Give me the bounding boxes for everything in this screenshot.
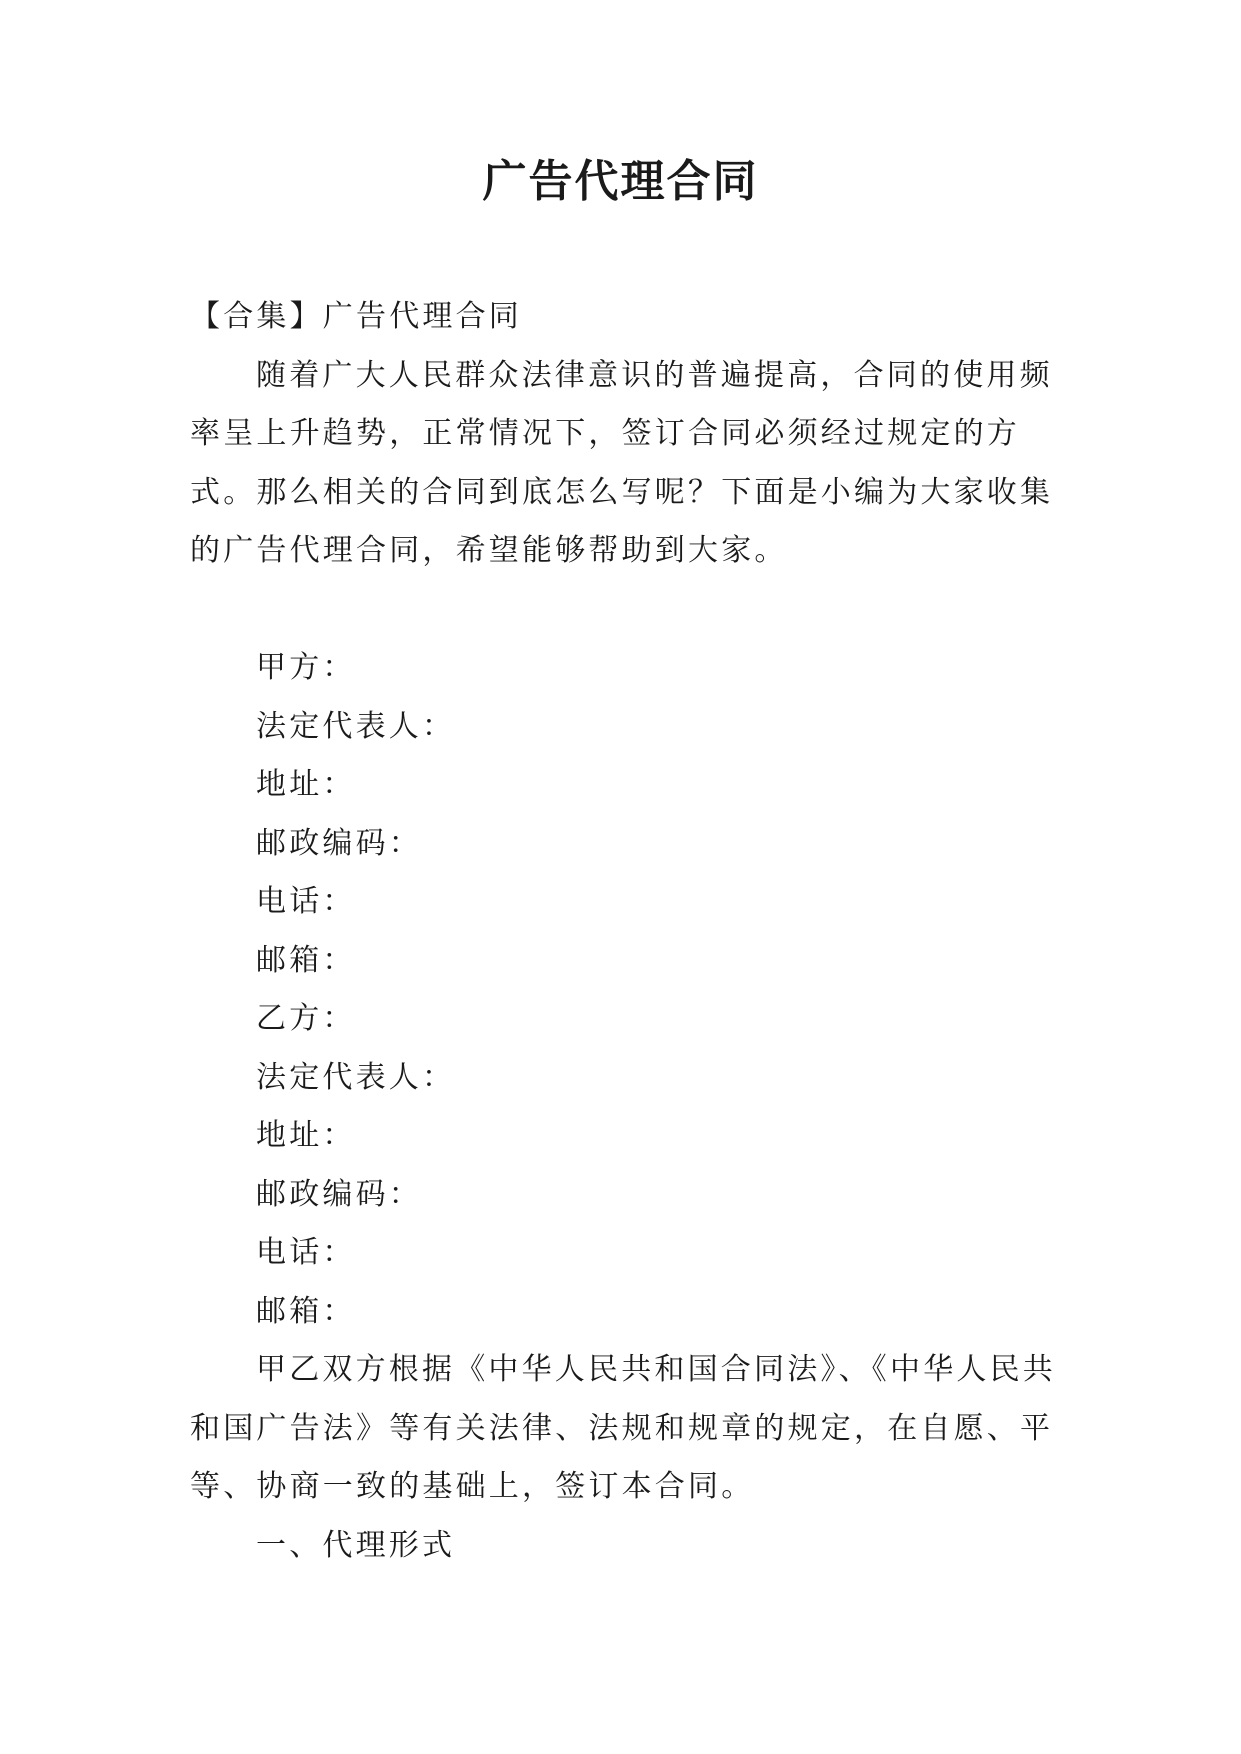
party-a-label: 甲方： — [256, 650, 356, 685]
party-b-phone: 电话： — [256, 1235, 356, 1270]
party-a-email: 邮箱： — [256, 942, 356, 978]
party-b-label: 乙方： — [256, 1001, 356, 1036]
party-a-legal-rep: 法定代表人： — [256, 708, 456, 744]
party-a-postcode: 邮政编码： — [256, 825, 422, 861]
section-heading: 一、代理形式 — [256, 1527, 456, 1563]
party-a-address: 地址： — [256, 767, 356, 802]
document-body — [190, 288, 1060, 1575]
intro-paragraph: 随着广大人民群众法律意识的普遍提高，合同的使用频率呈上升趋势，正常情况下，签订合同必须经过规定的方式。那么相关的合同到底怎么写呢？下面是小编为大家收集的广告代理合同，希望能够帮助到大家。 — [190, 357, 1054, 568]
party-b-email: 邮箱： — [256, 1293, 356, 1329]
document-title: 广告代理合同 — [482, 156, 759, 207]
party-a-phone: 电话： — [256, 884, 356, 919]
party-b-postcode: 邮政编码： — [256, 1176, 422, 1212]
party-b-legal-rep: 法定代表人： — [256, 1059, 456, 1095]
party-b-address: 地址： — [256, 1118, 356, 1153]
preamble-paragraph: 甲乙双方根据《中华人民共和国合同法》、《中华人民共和国广告法》等有关法律、法规和规章的规定，在自愿、平等、协商一致的基础上，签订本合同。 — [190, 1352, 1056, 1504]
document-subtitle: 【合集】广告代理合同 — [190, 299, 522, 334]
paragraph-gap — [190, 581, 1060, 640]
